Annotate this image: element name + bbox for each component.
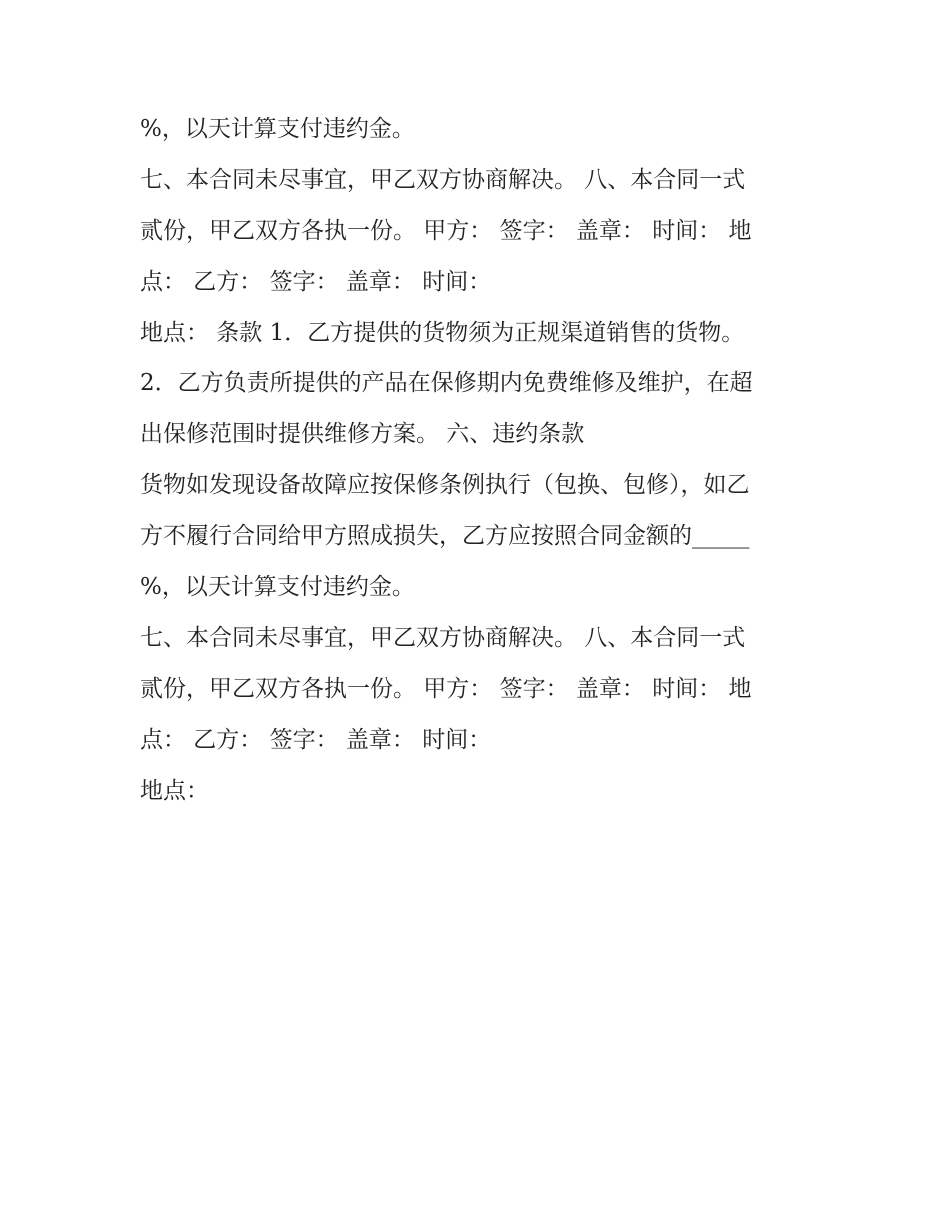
text-line: 出保修范围时提供维修方案。 六、违约条款 [140, 421, 585, 448]
text-line: 方不履行合同给甲方照成损失，乙方应按照合同金额的_____ [140, 523, 750, 550]
text-line: 点： 乙方： 签字： 盖章： 时间： [140, 726, 492, 753]
text-line: 货物如发现设备故障应按保修条例执行（包换、包修），如乙 [140, 472, 750, 499]
text-line: 贰份，甲乙双方各执一份。 甲方： 签字： 盖章： 时间： 地 [140, 217, 752, 244]
text-line: 地点： [140, 777, 209, 804]
text-line: 七、本合同未尽事宜，甲乙双方协商解决。 八、本合同一式 [140, 166, 746, 193]
text-line: 2．乙方负责所提供的产品在保修期内免费维修及维护，在超 [140, 370, 753, 397]
text-line: 七、本合同未尽事宜，甲乙双方协商解决。 八、本合同一式 [140, 624, 746, 651]
text-line: %，以天计算支付违约金。 [140, 574, 415, 601]
contract-text [140, 104, 820, 816]
text-line: 贰份，甲乙双方各执一份。 甲方： 签字： 盖章： 时间： 地 [140, 675, 752, 702]
text-line: 地点： 条款 1．乙方提供的货物须为正规渠道销售的货物。 [140, 319, 745, 346]
text-line: 点： 乙方： 签字： 盖章： 时间： [140, 268, 492, 295]
text-line: %，以天计算支付违约金。 [140, 116, 415, 142]
